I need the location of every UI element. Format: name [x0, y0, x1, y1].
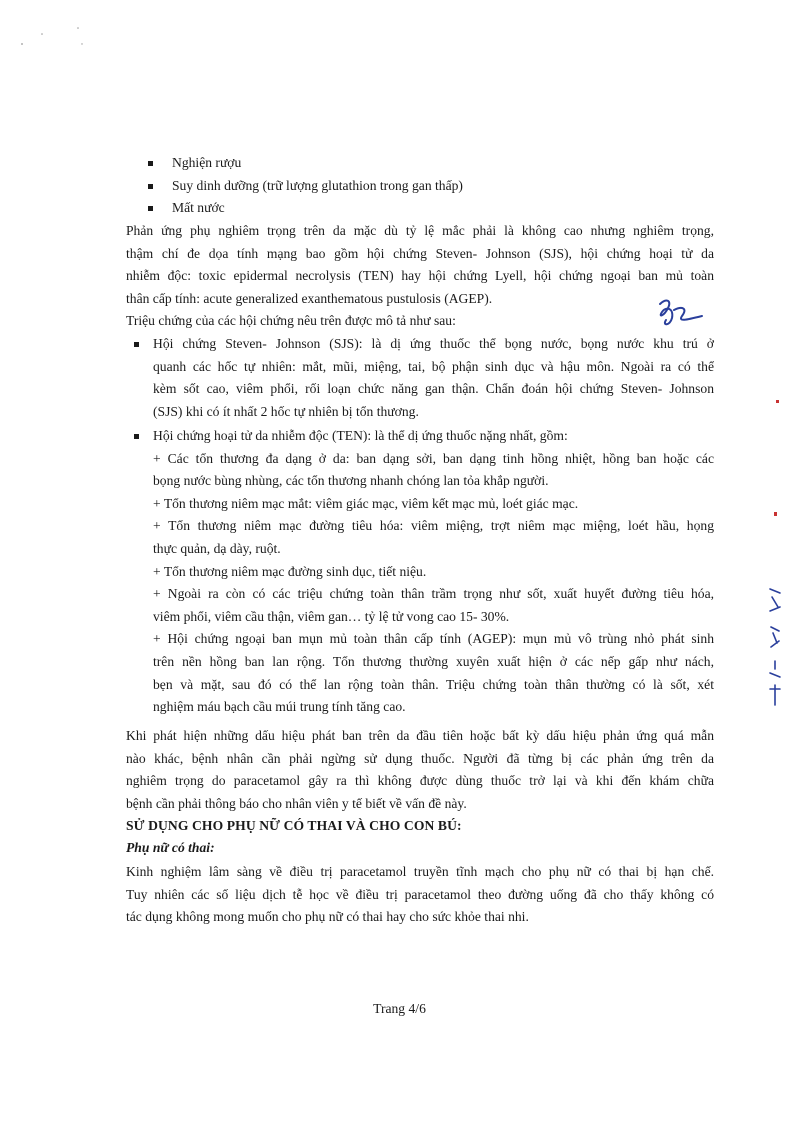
- list-item: Hội chứng Steven- Johnson (SJS): là dị ứng thuốc thể bọng nước, bọng nước khu trú ở quanh các hốc tự nhiên: mắt, mũi, miệng, tai, bộ phận sinh dục và hậu môn. Ngoài ra có thể kèm sốt cao, viêm phổi, rối loạn chức năng gan thận. Chẩn đoán hội chứng Steven- Johnson (SJS) khi có ít nhất 2 hốc tự nhiên bị tổn thương.: [134, 333, 714, 423]
- warning-paragraph: Khi phát hiện những dấu hiệu phát ban trên da đầu tiên hoặc bất kỳ dấu hiệu phản ứng quá mẫn nào khác, bệnh nhân cần phải ngừng sử dụng thuốc. Người đã từng bị các phản ứng trên da nghiêm trọng do paracetamol gây ra thì không được dùng thuốc trở lại và khi đến khám chữa bệnh cần phải thông báo cho nhân viên y tế biết về vấn đề này.: [126, 728, 714, 811]
- section-title: SỬ DỤNG CHO PHỤ NỮ CÓ THAI VÀ CHO CON BÚ:: [126, 818, 462, 833]
- margin-handwriting-icon: [764, 585, 786, 710]
- list-item: Hội chứng hoại tử da nhiễm độc (TEN): là thể dị ứng thuốc nặng nhất, gồm: + Các tổn thương đa dạng ở da: ban dạng sởi, ban dạng tinh hồng nhiệt, hồng ban hoặc các bọng nước bùng nhùng, các tổn thương nhanh chóng lan tỏa khắp người. + Tổn thương niêm mạc mắt: viêm giác mạc, viêm kết mạc mủ, loét giác mạc. + Tổn thương niêm mạc đường tiêu hóa: viêm miệng, trợt niêm mạc miệng, loét hầu, họng thực quản, dạ dày, ruột. + Tổn thương niêm mạc đường sinh dục, tiết niệu. + Ngoài ra còn có các triệu chứng toàn thân trầm trọng như sốt, xuất huyết đường tiêu hóa, viêm phổi, viêm cầu thận, viêm gan… tỷ lệ tử vong cao 15- 30%. + Hội chứng ngoại ban mụn mủ toàn thân cấp tính (AGEP): mụn mủ vô trùng nhỏ phát sinh trên nền hồng ban lan rộng. Tổn thương thường xuyên xuất hiện ở các nếp gấp như nách, bẹn và mặt, sau đó có thể lan rộng toàn thân. Triệu chứng toàn thân thường có là sốt, xét nghiệm máu bạch cầu múi trung tính tăng cao.: [134, 425, 714, 719]
- page-number: Trang 4/6: [373, 1001, 426, 1016]
- subsection-title: Phụ nữ có thai:: [126, 840, 215, 855]
- bullet-square-icon: [134, 434, 139, 439]
- bullet-square-icon: [148, 206, 153, 211]
- stamp-dot-icon: [776, 400, 779, 403]
- scan-speck-icon: [18, 22, 88, 62]
- sjs-bullet: [134, 333, 714, 423]
- ten-bullet: [134, 425, 714, 719]
- bullet-square-icon: [134, 342, 139, 347]
- intro-paragraph: Phản ứng phụ nghiêm trọng trên da mặc dù tỷ lệ mắc phải là không cao nhưng nghiêm trọng, thậm chí đe dọa tính mạng bao gồm hội chứng Steven- Johnson (SJS), hội chứng hoại tử da nhiễm độc: toxic epidermal necrolysis (TEN) hay hội chứng Lyell, hội chứng ngoại ban mủ toàn thân cấp tính: acute generalized exanthematous pustulosis (AGEP). Triệu chứng của các hội chứng nêu trên được mô tả như sau:: [126, 223, 714, 329]
- pregnancy-paragraph: Kinh nghiệm lâm sàng về điều trị paracetamol truyền tĩnh mạch cho phụ nữ có thai bị hạn chế. Tuy nhiên các số liệu dịch tễ học về điều trị paracetamol theo đường uống đã cho thấy không có tác dụng không mong muốn cho phụ nữ có thai hay cho sức khỏe thai nhi.: [126, 864, 714, 925]
- list-item: Mất nước: [148, 197, 463, 220]
- bullet-square-icon: [148, 184, 153, 189]
- risk-factor-list: [148, 152, 463, 220]
- stamp-dot-icon: [774, 512, 777, 516]
- list-item: Suy dinh dưỡng (trữ lượng glutathion trong gan thấp): [148, 175, 463, 198]
- signature-icon: [652, 296, 710, 332]
- bullet-square-icon: [148, 161, 153, 166]
- list-item: Nghiện rượu: [148, 152, 463, 175]
